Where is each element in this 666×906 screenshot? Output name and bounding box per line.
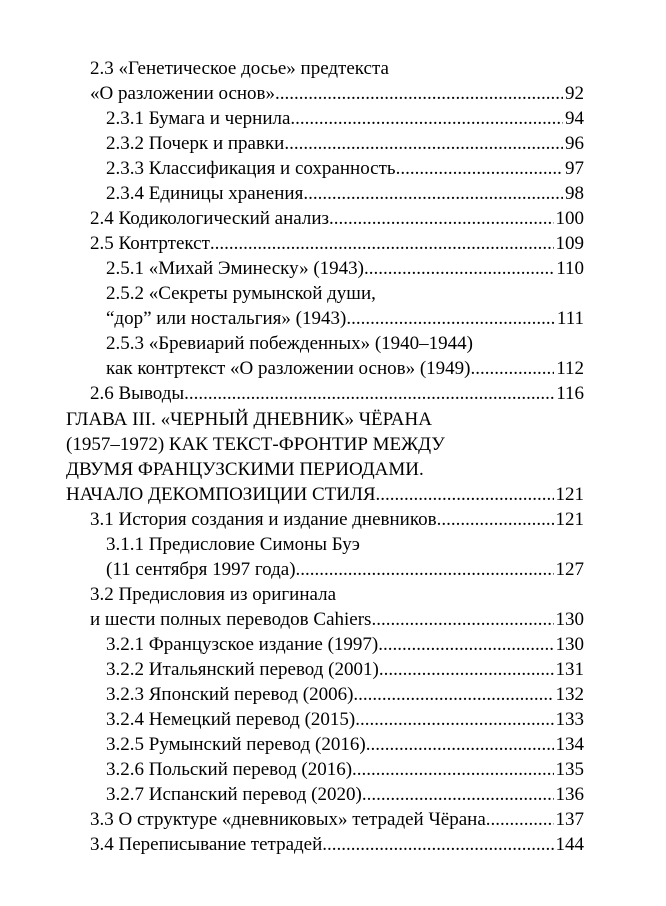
toc-entry-title: ДВУМЯ ФРАНЦУЗСКИМИ ПЕРИОДАМИ.: [66, 459, 424, 480]
toc-page-number: 135: [555, 759, 584, 780]
toc-entry-2-5: [90, 231, 584, 256]
toc-entry-3-2-6: [106, 757, 584, 782]
toc-page-number: 100: [555, 208, 584, 229]
toc-entry-title: «О разложении основ»: [90, 83, 276, 104]
toc-chapter-3-heading-cont: [66, 457, 424, 482]
toc-entry-title: НАЧАЛО ДЕКОМПОЗИЦИИ СТИЛЯ: [66, 484, 376, 505]
toc-entry-title: 3.2.3 Японский перевод (2006): [106, 684, 354, 705]
toc-entry-2-3-1: [106, 106, 584, 131]
toc-leader-dots: [486, 807, 554, 832]
toc-page-number: 96: [565, 133, 584, 154]
toc-leader-dots: [184, 381, 554, 406]
toc-page-number: 131: [555, 659, 584, 680]
toc-entry-3-4: [90, 832, 584, 857]
toc-leader-dots: [355, 707, 553, 732]
toc-leader-dots: [471, 356, 555, 381]
toc-leader-dots: [362, 782, 554, 807]
toc-leader-dots: [346, 306, 555, 331]
toc-page-number: 130: [555, 609, 584, 630]
toc-page-number: 116: [556, 383, 584, 404]
toc-entry-3-2-2: [106, 657, 584, 682]
toc-leader-dots: [353, 682, 553, 707]
toc-leader-dots: [275, 81, 563, 106]
toc-entry-3-2: [90, 582, 336, 607]
toc-entry-title: 2.5.1 «Михай Эминеску» (1943): [106, 258, 364, 279]
toc-entry-3-2-1: [106, 632, 584, 657]
toc-page-number: 109: [555, 233, 584, 254]
toc-entry-2-5-2: [106, 281, 376, 306]
toc-entry-2-5-3: [106, 331, 473, 356]
toc-entry-title: 3.1.1 Предисловие Симоны Буэ: [106, 534, 360, 555]
toc-entry-title: (1957–1972) КАК ТЕКСТ-ФРОНТИР МЕЖДУ: [66, 434, 445, 455]
toc-entry-title: 2.3.2 Почерк и правки: [106, 133, 285, 154]
toc-entry-title: как контртекст «О разложении основ» (1949): [106, 358, 471, 379]
toc-entry-2-5-2-cont: [106, 306, 584, 331]
toc-entry-2-4: [90, 206, 584, 231]
toc-leader-dots: [437, 507, 554, 532]
toc-page-number: 92: [565, 83, 584, 104]
toc-leader-dots: [364, 256, 554, 281]
toc-entry-title: 2.3.1 Бумага и чернила: [106, 108, 291, 129]
toc-leader-dots: [329, 206, 553, 231]
toc-entry-2-3-cont: [90, 81, 584, 106]
toc-entry-3-3: [90, 807, 584, 832]
toc-entry-3-2-5: [106, 732, 584, 757]
toc-entry-2-5-1: [106, 256, 584, 281]
toc-entry-title: 3.2.7 Испанский перевод (2020): [106, 784, 362, 805]
toc-entry-title: 3.2.5 Румынский перевод (2016): [106, 734, 366, 755]
toc-page-number: 132: [555, 684, 584, 705]
toc-page-number: 137: [555, 809, 584, 830]
toc-chapter-3-heading: [66, 407, 432, 432]
toc-entry-title: ГЛАВА III. «ЧЕРНЫЙ ДНЕВНИК» ЧЁРАНА: [66, 409, 432, 430]
toc-entry-3-1-1: [106, 532, 360, 557]
toc-leader-dots: [296, 557, 554, 582]
toc-entry-3-2-cont: [90, 607, 584, 632]
toc-leader-dots: [352, 757, 553, 782]
toc-page-number: 98: [565, 183, 584, 204]
toc-page-number: 144: [555, 834, 584, 855]
toc-page-number: 111: [556, 308, 584, 329]
toc-page-number: 130: [555, 634, 584, 655]
toc-page-number: 112: [556, 358, 584, 379]
toc-page-number: 133: [555, 709, 584, 730]
toc-entry-title: 2.3 «Генетическое досье» предтекста: [90, 58, 389, 79]
toc-entry-title: 3.4 Переписывание тетрадей: [90, 834, 323, 855]
toc-entry-title: 3.3 О структуре «дневниковых» тетрадей Чёрана: [90, 809, 486, 830]
toc-page-number: 121: [555, 509, 584, 530]
toc-entry-title: “дор” или ностальгия» (1943): [106, 308, 347, 329]
toc-entry-title: (11 сентября 1997 года): [106, 559, 296, 580]
toc-leader-dots: [303, 181, 563, 206]
toc-page-number: 127: [555, 559, 584, 580]
toc-entry-2-3-3: [106, 156, 584, 181]
toc-leader-dots: [284, 131, 563, 156]
toc-page-number: 94: [565, 108, 584, 129]
toc-entry-title: 2.3.3 Классификация и сохранность: [106, 158, 396, 179]
toc-page-number: 136: [555, 784, 584, 805]
toc-entry-title: 2.6 Выводы: [90, 383, 185, 404]
toc-chapter-3-heading-cont: [66, 432, 445, 457]
toc-leader-dots: [376, 482, 554, 507]
toc-page-number: 134: [555, 734, 584, 755]
toc-entry-title: 3.2.1 Французское издание (1997): [106, 634, 379, 655]
toc-entry-title: 2.5 Контртекст: [90, 233, 210, 254]
toc-entry-3-2-7: [106, 782, 584, 807]
toc-entry-3-2-3: [106, 682, 584, 707]
toc-leader-dots: [396, 156, 563, 181]
toc-leader-dots: [379, 657, 554, 682]
toc-page-number: 97: [565, 158, 584, 179]
toc-entry-2-6: [90, 381, 584, 406]
toc-entry-3-2-4: [106, 707, 584, 732]
toc-chapter-3: [66, 482, 584, 507]
toc-entry-title: 2.4 Кодикологический анализ: [90, 208, 330, 229]
toc-entry-2-3-2: [106, 131, 584, 156]
toc-entry-title: 3.2.2 Итальянский перевод (2001): [106, 659, 379, 680]
toc-leader-dots: [378, 632, 553, 657]
toc-entry-2-3-4: [106, 181, 584, 206]
toc-leader-dots: [366, 732, 554, 757]
toc-entry-2-5-3-cont: [106, 356, 584, 381]
toc-leader-dots: [322, 832, 553, 857]
toc-entry-3-1: [90, 507, 584, 532]
toc-page-number: 110: [556, 258, 584, 279]
toc-entry-title: 2.5.2 «Секреты румынской души,: [106, 283, 376, 304]
toc-leader-dots: [371, 607, 553, 632]
toc-entry-title: 3.2.6 Польский перевод (2016): [106, 759, 353, 780]
toc-entry-title: 2.5.3 «Бревиарий побежденных» (1940–1944): [106, 333, 474, 354]
toc-leader-dots: [210, 231, 554, 256]
toc-entry-3-1-1-cont: [106, 557, 584, 582]
toc-entry-title: 3.1 История создания и издание дневников: [90, 509, 437, 530]
toc-page-number: 121: [555, 484, 584, 505]
toc-entry-2-3: [90, 56, 389, 81]
toc-entry-title: 3.2 Предисловия из оригинала: [90, 584, 337, 605]
toc-entry-title: 3.2.4 Немецкий перевод (2015): [106, 709, 356, 730]
toc-leader-dots: [290, 106, 563, 131]
toc-entry-title: 2.3.4 Единицы хранения: [106, 183, 304, 204]
toc-entry-title: и шести полных переводов Cahiers: [90, 609, 372, 630]
